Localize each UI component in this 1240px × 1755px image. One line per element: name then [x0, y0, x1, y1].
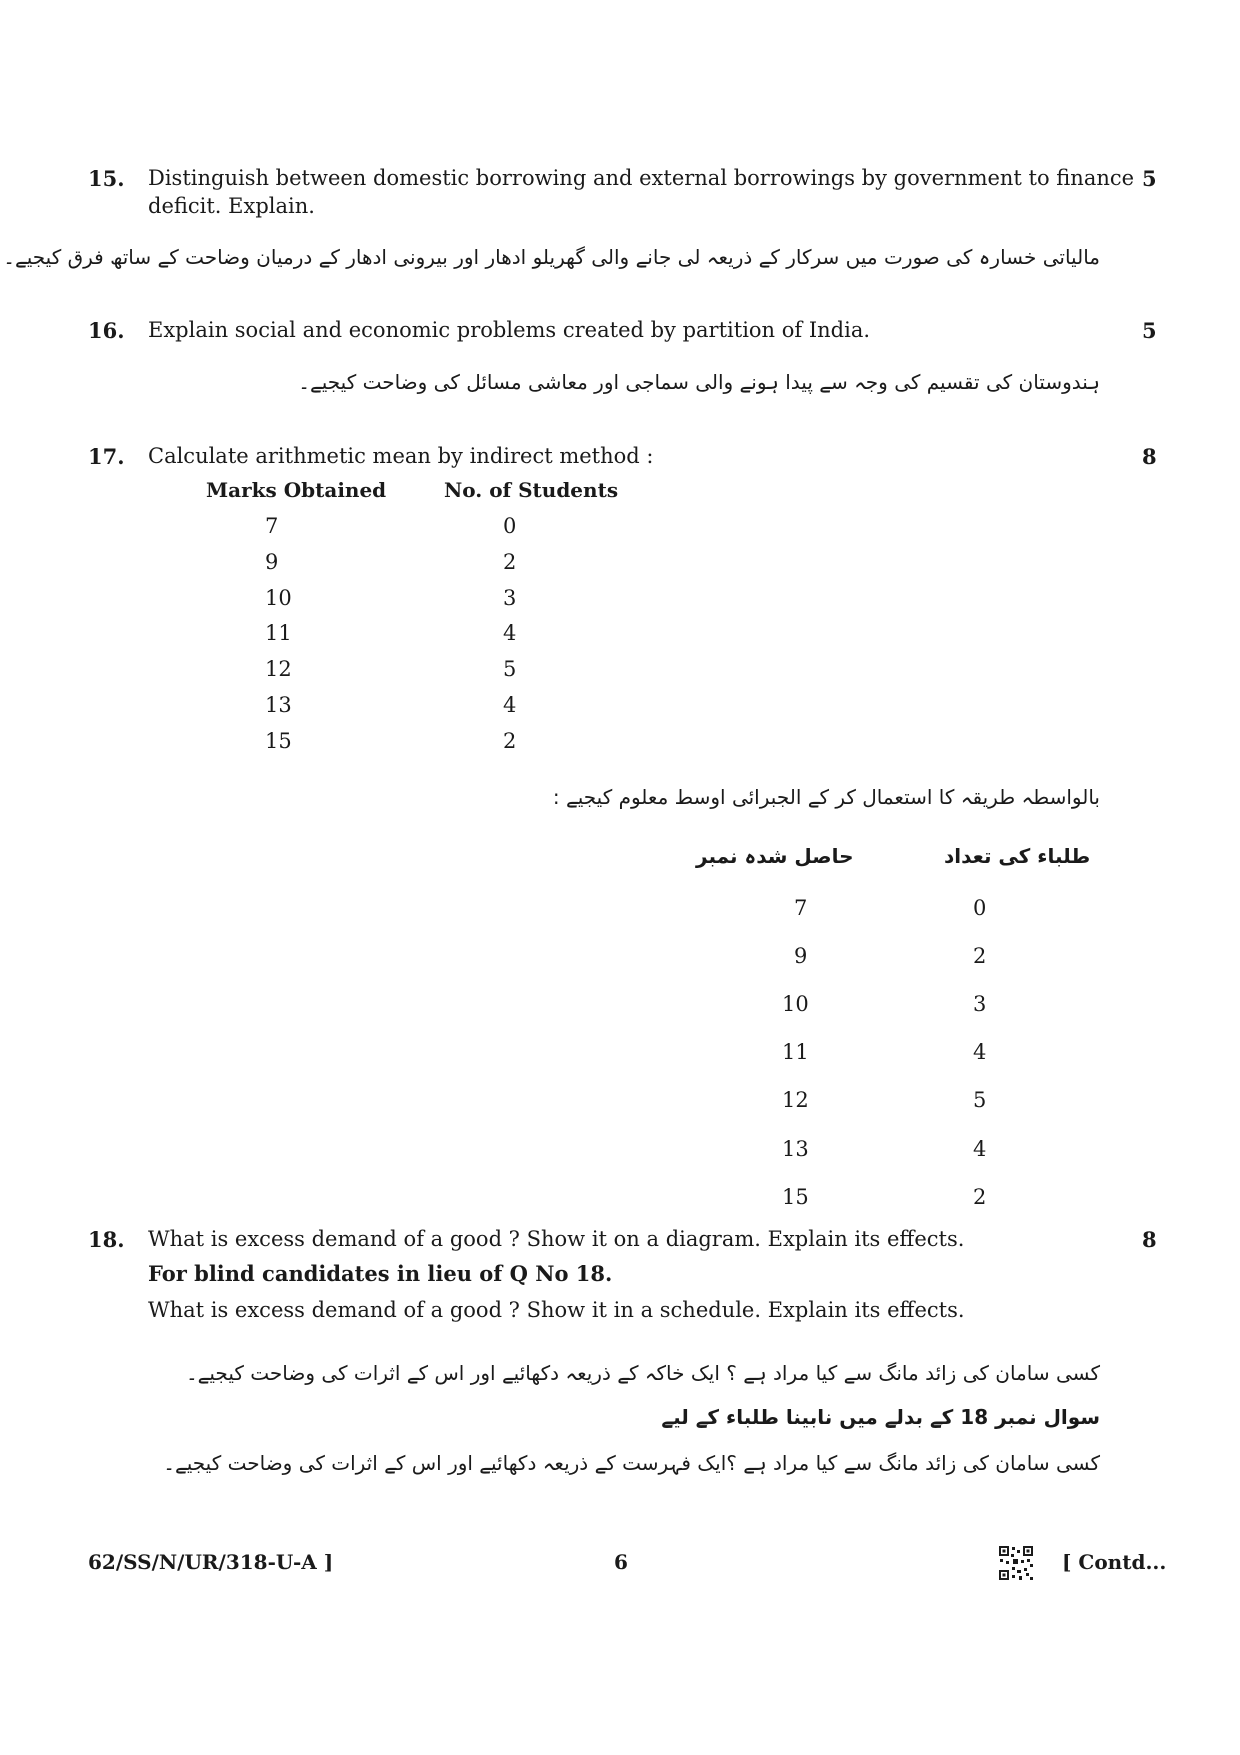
urdu-table-cell: 0 — [973, 896, 987, 920]
urdu-table-cell: 13 — [782, 1137, 809, 1161]
table-cell: 11 — [265, 621, 292, 645]
question-15-marks: 5 — [1142, 166, 1157, 191]
table-cell: 13 — [265, 693, 292, 717]
table-cell: 2 — [503, 550, 517, 574]
question-17-marks: 8 — [1142, 444, 1157, 469]
table-header-students: No. of Students — [444, 478, 619, 502]
question-18-blind-text: What is excess demand of a good ? Show it in a schedule. Explain its effects. — [148, 1298, 965, 1322]
urdu-table-cell: 10 — [782, 992, 809, 1016]
table-cell: 2 — [503, 729, 517, 753]
urdu-table-cell: 5 — [973, 1088, 987, 1112]
table-header-marks: Marks Obtained — [206, 478, 387, 502]
urdu-table-cell: 7 — [794, 896, 808, 920]
question-15-text-line1: Distinguish between domestic borrowing and external borrowings by government to finance — [148, 166, 1135, 190]
question-16-text: Explain social and economic problems created by partition of India. — [148, 318, 871, 342]
urdu-table-cell: 2 — [973, 944, 987, 968]
urdu-table-cell: 15 — [782, 1185, 809, 1209]
urdu-table-cell: 11 — [782, 1040, 809, 1064]
table-cell: 7 — [265, 514, 279, 538]
urdu-table-cell: 2 — [973, 1185, 987, 1209]
table-cell: 5 — [503, 657, 517, 681]
question-18-marks: 8 — [1142, 1227, 1157, 1252]
table-cell: 15 — [265, 729, 292, 753]
urdu-table-cell: 12 — [782, 1088, 809, 1112]
question-15-number: 15. — [88, 166, 125, 191]
page-number: 6 — [614, 1550, 628, 1574]
question-15-text-line2: deficit. Explain. — [148, 194, 315, 218]
urdu-table-cell: 4 — [973, 1137, 987, 1161]
table-cell: 10 — [265, 586, 292, 610]
table-cell: 9 — [265, 550, 279, 574]
urdu-table-cell: 9 — [794, 944, 808, 968]
question-16-urdu: ہندوستان کی تقسیم کی وجہ سے پیدا ہونے والی سماجی اور معاشی مسائل کی وضاحت کیجیے۔ — [298, 370, 1100, 394]
table-cell: 4 — [503, 693, 517, 717]
table-cell: 12 — [265, 657, 292, 681]
question-16-number: 16. — [88, 318, 125, 343]
continued-label: [ Contd... — [1062, 1550, 1167, 1574]
table-cell: 4 — [503, 621, 517, 645]
question-18-urdu-line2: کسی سامان کی زائد مانگ سے کیا مراد ہے ؟ایک فہرست کے ذریعہ دکھائیے اور اس کے اثرات کی وضاحت کیجیے۔ — [163, 1451, 1100, 1475]
urdu-table-cell: 4 — [973, 1040, 987, 1064]
question-17-text: Calculate arithmetic mean by indirect method : — [148, 444, 654, 468]
question-18-text: What is excess demand of a good ? Show it on a diagram. Explain its effects. — [148, 1227, 965, 1251]
question-17-urdu: بالواسطہ طریقہ کا استعمال کر کے الجبرائی اوسط معلوم کیجیے : — [552, 785, 1100, 809]
table-cell: 3 — [503, 586, 517, 610]
question-18-blind-heading: For blind candidates in lieu of Q No 18. — [148, 1261, 613, 1286]
question-15-urdu: مالیاتی خسارہ کی صورت میں سرکار کے ذریعہ لی جانے والی گھریلو ادھار اور بیرونی ادھار کے درمیان وضاحت کے ساتھ فرق کیجیے۔ — [3, 245, 1100, 269]
table-cell: 0 — [503, 514, 517, 538]
question-18-urdu-line1: کسی سامان کی زائد مانگ سے کیا مراد ہے ؟ ایک خاکہ کے ذریعہ دکھائیے اور اس کے اثرات کی وضاحت کیجیے۔ — [185, 1361, 1100, 1385]
urdu-table-header-students: طلباء کی تعداد — [944, 844, 1091, 868]
urdu-table-header-marks: حاصل شدہ نمبر — [696, 844, 854, 868]
urdu-table-cell: 3 — [973, 992, 987, 1016]
question-18-number: 18. — [88, 1227, 125, 1252]
qr-code-icon — [998, 1545, 1034, 1581]
paper-code: 62/SS/N/UR/318-U-A ] — [88, 1550, 334, 1574]
question-17-number: 17. — [88, 444, 125, 469]
question-18-urdu-heading: سوال نمبر 18 کے بدلے میں نابینا طلباء کے لیے — [661, 1405, 1100, 1429]
question-16-marks: 5 — [1142, 318, 1157, 343]
